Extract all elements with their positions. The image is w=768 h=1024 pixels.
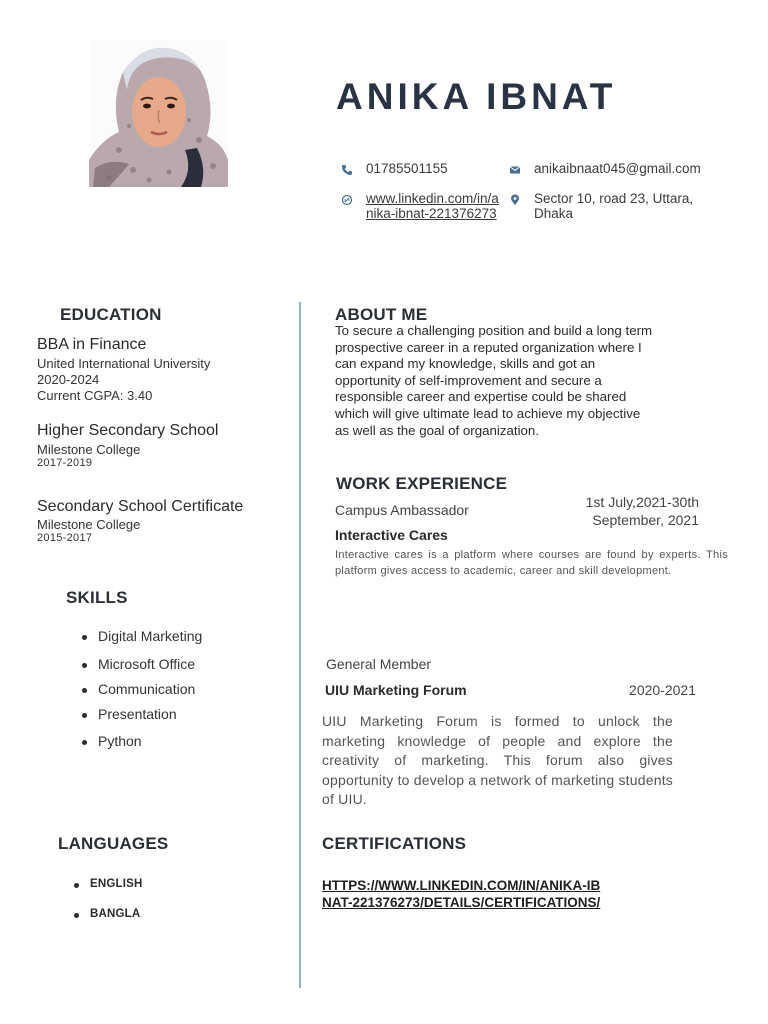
contact-linkedin bbox=[341, 191, 504, 221]
location-icon bbox=[509, 194, 521, 206]
certifications-link[interactable]: HTTPS://WWW.LINKEDIN.COM/IN/ANIKA-IBNAT-221376273/DETAILS/CERTIFICATIONS/ bbox=[322, 878, 601, 910]
contact-address bbox=[509, 191, 709, 221]
work-description-1: Interactive cares is a platform where courses are found by experts. This platform gives access to academic, career and skill development. bbox=[335, 549, 728, 577]
edu-years-2: 2017-2019 bbox=[37, 457, 93, 469]
contact-phone bbox=[341, 161, 448, 176]
work-role-2: General Member bbox=[326, 656, 432, 672]
certifications-heading: CERTIFICATIONS bbox=[322, 834, 467, 853]
edu-years-1: 2020-2024 bbox=[37, 372, 100, 387]
work-org-2: UIU Marketing Forum bbox=[325, 682, 467, 698]
linkedin-link[interactable]: www.linkedin.com/in/anika-ibnat-221376273 bbox=[366, 191, 499, 221]
address-text: Sector 10, road 23, Uttara, Dhaka bbox=[534, 191, 694, 221]
edu-cgpa-1: Current CGPA: 3.40 bbox=[37, 388, 153, 403]
languages-heading: LANGUAGES bbox=[58, 834, 169, 853]
contact-email bbox=[509, 161, 701, 176]
edu-years-3: 2015-2017 bbox=[37, 532, 93, 544]
work-dates-1: 1st July,2021-30th September, 2021 bbox=[585, 494, 699, 528]
link-icon bbox=[341, 194, 353, 206]
work-role-1: Campus Ambassador bbox=[335, 502, 469, 518]
work-dates-2: 2020-2021 bbox=[629, 682, 696, 698]
email-text[interactable]: anikaibnaat045@gmail.com bbox=[534, 161, 701, 176]
about-heading: ABOUT ME bbox=[335, 305, 428, 324]
email-icon bbox=[509, 164, 521, 176]
profile-name: ANIKA IBNAT bbox=[336, 76, 617, 117]
profile-photo-illustration bbox=[89, 40, 228, 187]
skills-heading: SKILLS bbox=[66, 588, 128, 607]
work-description-2: UIU Marketing Forum is formed to unlock the marketing knowledge of people and explore the creativity of marketing. This forum also gives opportunity to develop a network of marketing students of UIU. bbox=[322, 713, 673, 807]
edu-institution-1: United International University bbox=[37, 356, 211, 371]
profile-photo bbox=[89, 40, 228, 187]
phone-text: 01785501155 bbox=[366, 161, 448, 176]
edu-institution-2: Milestone College bbox=[37, 442, 141, 457]
work-org-1: Interactive Cares bbox=[335, 527, 448, 543]
edu-degree-3: Secondary School Certificate bbox=[37, 498, 244, 515]
work-heading: WORK EXPERIENCE bbox=[336, 474, 508, 493]
education-heading: EDUCATION bbox=[60, 305, 162, 324]
edu-institution-3: Milestone College bbox=[37, 517, 141, 532]
column-divider bbox=[299, 302, 301, 988]
edu-degree-1: BBA in Finance bbox=[37, 336, 147, 353]
edu-degree-2: Higher Secondary School bbox=[37, 422, 219, 439]
phone-icon bbox=[341, 164, 353, 176]
about-text: To secure a challenging position and build a long term prospective career in a reputed organization where I can expand my knowledge, skills and got an opportunity of self-improvement and secure a responsible career and expertise could be shared which will give ultimate lead to achieve my objective as well as the goal of organization. bbox=[335, 323, 653, 438]
